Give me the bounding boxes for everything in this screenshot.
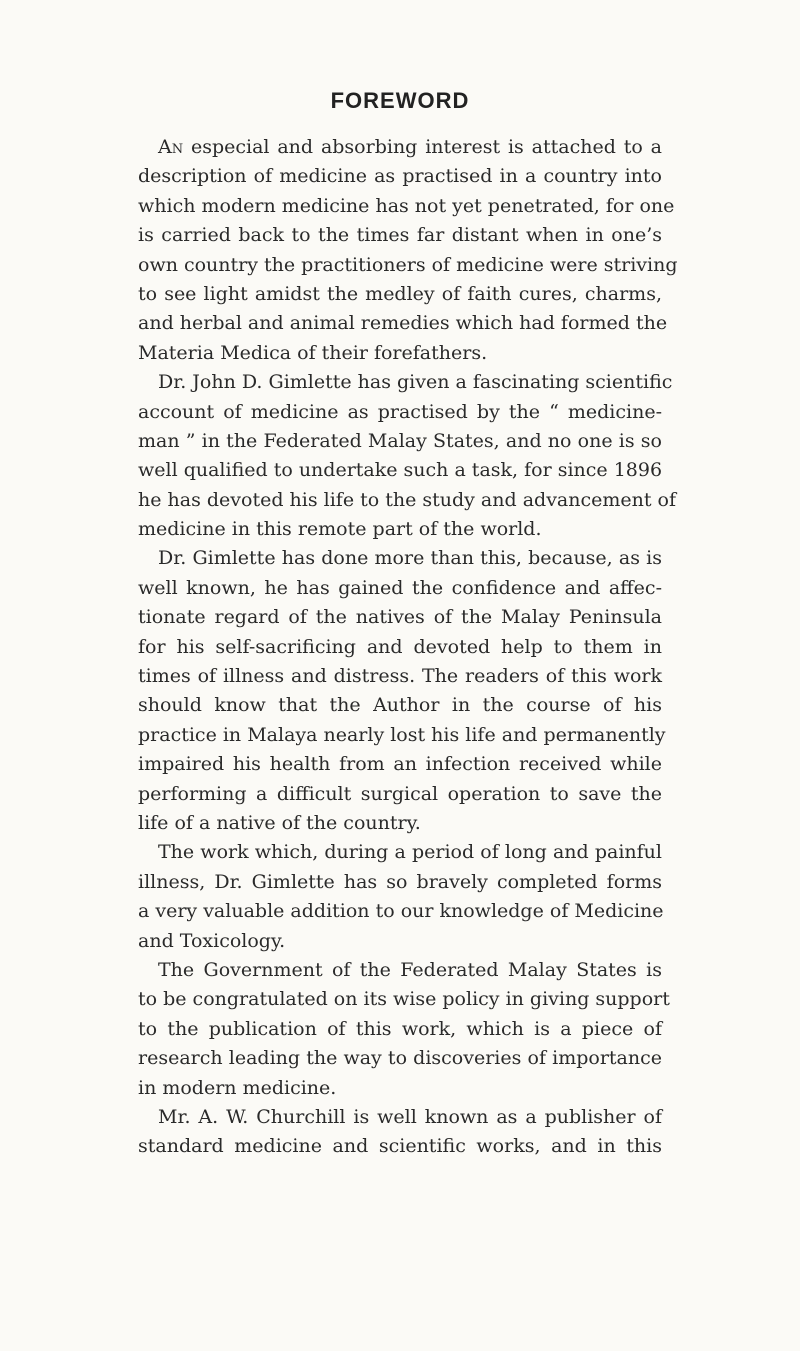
text-line: he has devoted his life to the study and advancement of bbox=[138, 488, 677, 511]
text-line: well known, he has gained the confidence and affec- bbox=[138, 576, 662, 599]
text-line: Mr. A. W. Churchill is well known as a publisher of bbox=[158, 1105, 662, 1128]
foreword-body bbox=[138, 133, 678, 1162]
text-line: The work which, during a period of long and painful bbox=[158, 841, 662, 864]
text-line: should know that the Author in the course of his bbox=[138, 694, 662, 717]
text-line: for his self-sacrificing and devoted help to them in bbox=[138, 635, 662, 658]
text-line: and Toxicology. bbox=[138, 929, 286, 952]
paragraph bbox=[138, 368, 677, 544]
text-line: Dr. Gimlette has done more than this, because, as is bbox=[158, 547, 662, 570]
page-title: FOREWORD bbox=[330, 88, 470, 113]
text-line: description of medicine as practised in a country into bbox=[138, 165, 662, 188]
text-line: life of a native of the country. bbox=[138, 811, 421, 834]
text-line: own country the practitioners of medicine were striving bbox=[138, 253, 678, 276]
paragraph bbox=[138, 838, 662, 956]
text-line: man ” in the Federated Malay States, and no one is so bbox=[138, 429, 662, 452]
text-line: which modern medicine has not yet penetrated, for one bbox=[138, 194, 675, 217]
paragraph bbox=[138, 133, 678, 368]
text-line: Materia Medica of their forefathers. bbox=[138, 341, 488, 364]
text-line: and herbal and animal remedies which had formed the bbox=[138, 312, 668, 335]
text-line: The Government of the Federated Malay States is bbox=[158, 958, 662, 981]
text-line: to see light amidst the medley of faith cures, charms, bbox=[138, 282, 662, 305]
text-line: well qualified to undertake such a task, for since 1896 bbox=[138, 459, 663, 482]
text-line: performing a difficult surgical operation to save the bbox=[138, 782, 662, 805]
text-line: to be congratulated on its wise policy in giving support bbox=[138, 988, 670, 1011]
text-line: account of medicine as practised by the “ medicine- bbox=[138, 400, 662, 423]
text-line: to the publication of this work, which is a piece of bbox=[138, 1017, 662, 1040]
text-line: a very valuable addition to our knowledge of Medicine bbox=[138, 900, 664, 923]
paragraph bbox=[138, 956, 670, 1103]
text-line: impaired his health from an infection received while bbox=[138, 753, 662, 776]
text-line: research leading the way to discoveries of importance bbox=[138, 1047, 662, 1070]
text-line: times of illness and distress. The readers of this work bbox=[138, 665, 662, 688]
text-line: illness, Dr. Gimlette has so bravely completed forms bbox=[138, 870, 662, 893]
text-line: is carried back to the times far distant when in one’s bbox=[138, 224, 662, 247]
text-line: Dr. John D. Gimlette has given a fascinating scientific bbox=[158, 371, 673, 394]
text-line: tionate regard of the natives of the Malay Peninsula bbox=[138, 606, 662, 629]
text-line: in modern medicine. bbox=[138, 1076, 337, 1099]
paragraph bbox=[138, 1103, 662, 1162]
paragraph bbox=[138, 544, 666, 838]
text-line: An especial and absorbing interest is attached to a bbox=[158, 136, 662, 158]
text-line: standard medicine and scientific works, and in this bbox=[138, 1135, 662, 1158]
text-line: practice in Malaya nearly lost his life and permanently bbox=[138, 723, 666, 746]
text-line: medicine in this remote part of the world. bbox=[138, 518, 542, 541]
